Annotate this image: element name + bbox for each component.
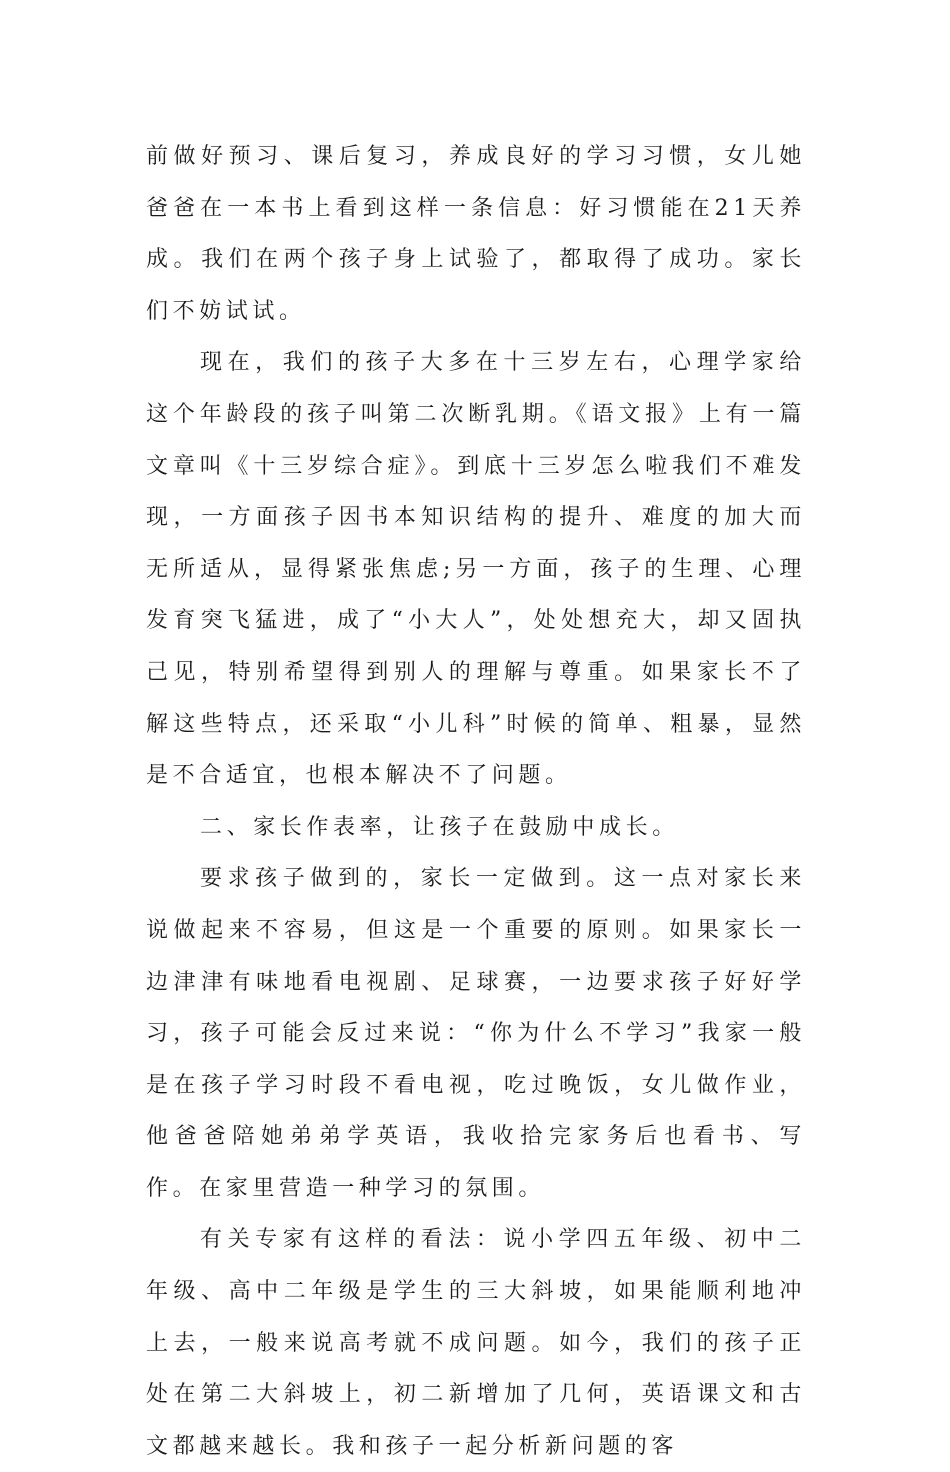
paragraph-3: 要求孩子做到的，家长一定做到。这一点对家长来说做起来不容易，但这是一个重要的原则。如果家长一边津津有味地看电视剧、足球赛，一边要求孩子好好学习，孩子可能会反过来说：“你为什么不学习”我家一般是在孩子学习时段不看电视，吃过晚饭，女儿做作业，他爸爸陪她弟弟学英语，我收拾完家务后也看书、写作。在家里营造一种学习的氛围。 — [146, 866, 806, 1201]
paragraph-2: 现在，我们的孩子大多在十三岁左右，心理学家给这个年龄段的孩子叫第二次断乳期。《语文报》上有一篇文章叫《十三岁综合症》。到底十三岁怎么啦我们不难发现，一方面孩子因书本知识结构的提升、难度的加大而无所适从，显得紧张焦虑;另一方面，孩子的生理、心理发育突飞猛进，成了“小大人”，处处想充大，却又固执己见，特别希望得到别人的理解与尊重。如果家长不了解这些特点，还采取“小儿科”时候的简单、粗暴，显然是不合适宜，也根本解决不了问题。 — [146, 350, 806, 789]
paragraph-4: 有关专家有这样的看法：说小学四五年级、初中二年级、高中二年级是学生的三大斜坡，如果能顺利地冲上去，一般来说高考就不成问题。如今，我们的孩子正处在第二大斜坡上，初二新增加了几何，英语课文和古文都越来越长。我和孩子一起分析新问题的客 — [146, 1227, 806, 1459]
section-heading: 二、家长作表率，让孩子在鼓励中成长。 — [200, 814, 679, 840]
document-body — [146, 131, 806, 1472]
paragraph-1: 前做好预习、课后复习，养成良好的学习习惯，女儿她爸爸在一本书上看到这样一条信息：好习惯能在21天养成。我们在两个孩子身上试验了，都取得了成功。家长们不妨试试。 — [146, 144, 806, 324]
